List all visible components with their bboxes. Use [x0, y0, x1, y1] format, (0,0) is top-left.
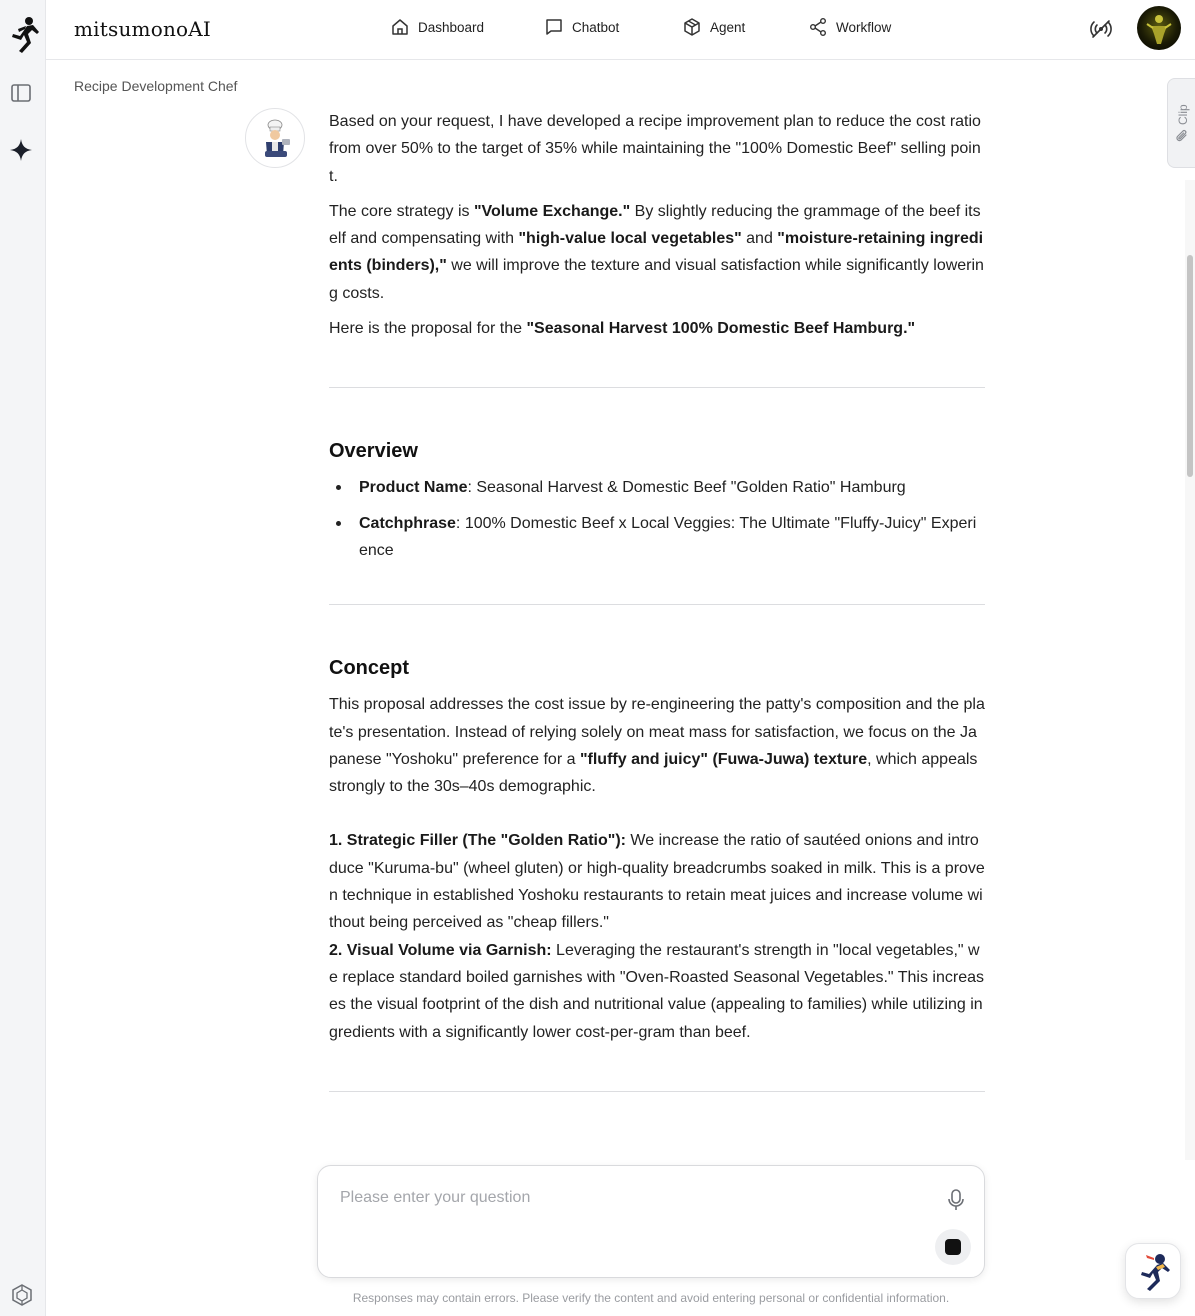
app-brand[interactable]: mitsumonoAI	[74, 17, 212, 41]
top-header	[46, 0, 1195, 60]
scrollbar-thumb[interactable]	[1187, 255, 1193, 477]
divider	[329, 604, 985, 605]
message-intro: Based on your request, I have developed a recipe improvement plan to reduce the cost ratio from over 50% to the target of 35% while maintaining the "100% Domestic Beef" selling point.	[329, 113, 981, 185]
overview-list	[329, 474, 985, 564]
message-proposal: Here is the proposal for the "Seasonal Harvest 100% Domestic Beef Hamburg."	[329, 320, 916, 338]
stop-icon	[945, 1239, 961, 1255]
clip-tab-label: Clip	[1176, 104, 1190, 125]
question-input[interactable]	[340, 1184, 920, 1212]
runner-logo-icon[interactable]	[5, 14, 41, 54]
nav-chatbot-label: Chatbot	[572, 19, 620, 35]
concept-strategy-1: 1. Strategic Filler (The "Golden Ratio"): We increase the ratio of sautéed onions and introduce "Kuruma-bu" (wheel gluten) or high-quality breadcrumbs soaked in milk. This is a proven technique in established Yoshoku restaurants to retain meat juices and increase volume without being perceived as "cheap fillers."	[329, 832, 985, 932]
nav-agent-label: Agent	[710, 19, 746, 35]
list-item: Catchphrase: 100% Domestic Beef x Local Veggies: The Ultimate "Fluffy-Juicy" Experience	[329, 510, 985, 565]
message-strategy: The core strategy is "Volume Exchange." By slightly reducing the grammage of the beef itself and compensating with "high-value local vegetables" and "moisture-retaining ingredients (binders)," we will improve the texture and visual satisfaction while significantly lowering costs.	[329, 202, 984, 302]
user-avatar[interactable]	[1137, 6, 1181, 50]
divider	[329, 387, 985, 388]
list-item: Product Name: Seasonal Harvest & Domestic Beef "Golden Ratio" Hamburg	[329, 474, 985, 501]
share-nodes-icon	[808, 17, 828, 37]
stop-generation-button[interactable]	[935, 1229, 971, 1265]
concept-heading: Concept	[329, 657, 409, 680]
assistant-chef-avatar	[245, 108, 305, 168]
ninja-runner-icon	[1134, 1250, 1174, 1294]
disclaimer-text: Responses may contain errors. Please verify the content and avoid entering personal or confidential information.	[352, 1291, 950, 1305]
clip-tab[interactable]	[1167, 78, 1195, 168]
microphone-icon[interactable]	[945, 1188, 967, 1212]
nav-dashboard-label: Dashboard	[418, 19, 485, 35]
nav-dashboard[interactable]	[390, 17, 484, 37]
nav-agent[interactable]	[682, 17, 745, 37]
divider	[329, 1091, 985, 1092]
nav-workflow-label: Workflow	[836, 19, 892, 35]
chef-icon	[246, 109, 305, 168]
assistant-launcher-button[interactable]	[1125, 1243, 1181, 1299]
hexagon-logo-icon[interactable]	[10, 1283, 34, 1307]
cube-icon	[682, 17, 702, 37]
chat-bubble-icon	[544, 17, 564, 37]
left-rail	[0, 0, 46, 1316]
question-input-box	[317, 1165, 985, 1278]
avatar-figure-icon	[1137, 6, 1181, 50]
nav-workflow[interactable]	[808, 17, 891, 37]
concept-paragraph: This proposal addresses the cost issue by re-engineering the patty's composition and the plate's presentation. Instead of relying solely on meat mass for satisfaction, we focus on the Japanese "Yoshoku" preference for a "fluffy and juicy" (Fuwa-Juwa) texture, which appeals strongly to the 30s–40s demographic.	[329, 696, 985, 796]
assistant-message	[329, 108, 985, 1092]
broadcast-icon[interactable]	[1089, 17, 1113, 41]
sparkle-icon[interactable]	[9, 138, 33, 162]
concept-strategy-2: 2. Visual Volume via Garnish: Leveraging the restaurant's strength in "local vegetables," we replace standard boiled garnishes with "Oven-Roasted Seasonal Vegetables." This increases the visual footprint of the dish and nutritional value (appealing to families) while utilizing ingredients with a significantly lower cost-per-gram than beef.	[329, 941, 985, 1041]
page-breadcrumb: Recipe Development Chef	[74, 78, 238, 94]
paperclip-icon	[1175, 129, 1189, 143]
toggle-sidebar-icon[interactable]	[10, 82, 32, 104]
home-icon	[390, 17, 410, 37]
overview-heading: Overview	[329, 440, 418, 463]
nav-chatbot[interactable]	[544, 17, 619, 37]
